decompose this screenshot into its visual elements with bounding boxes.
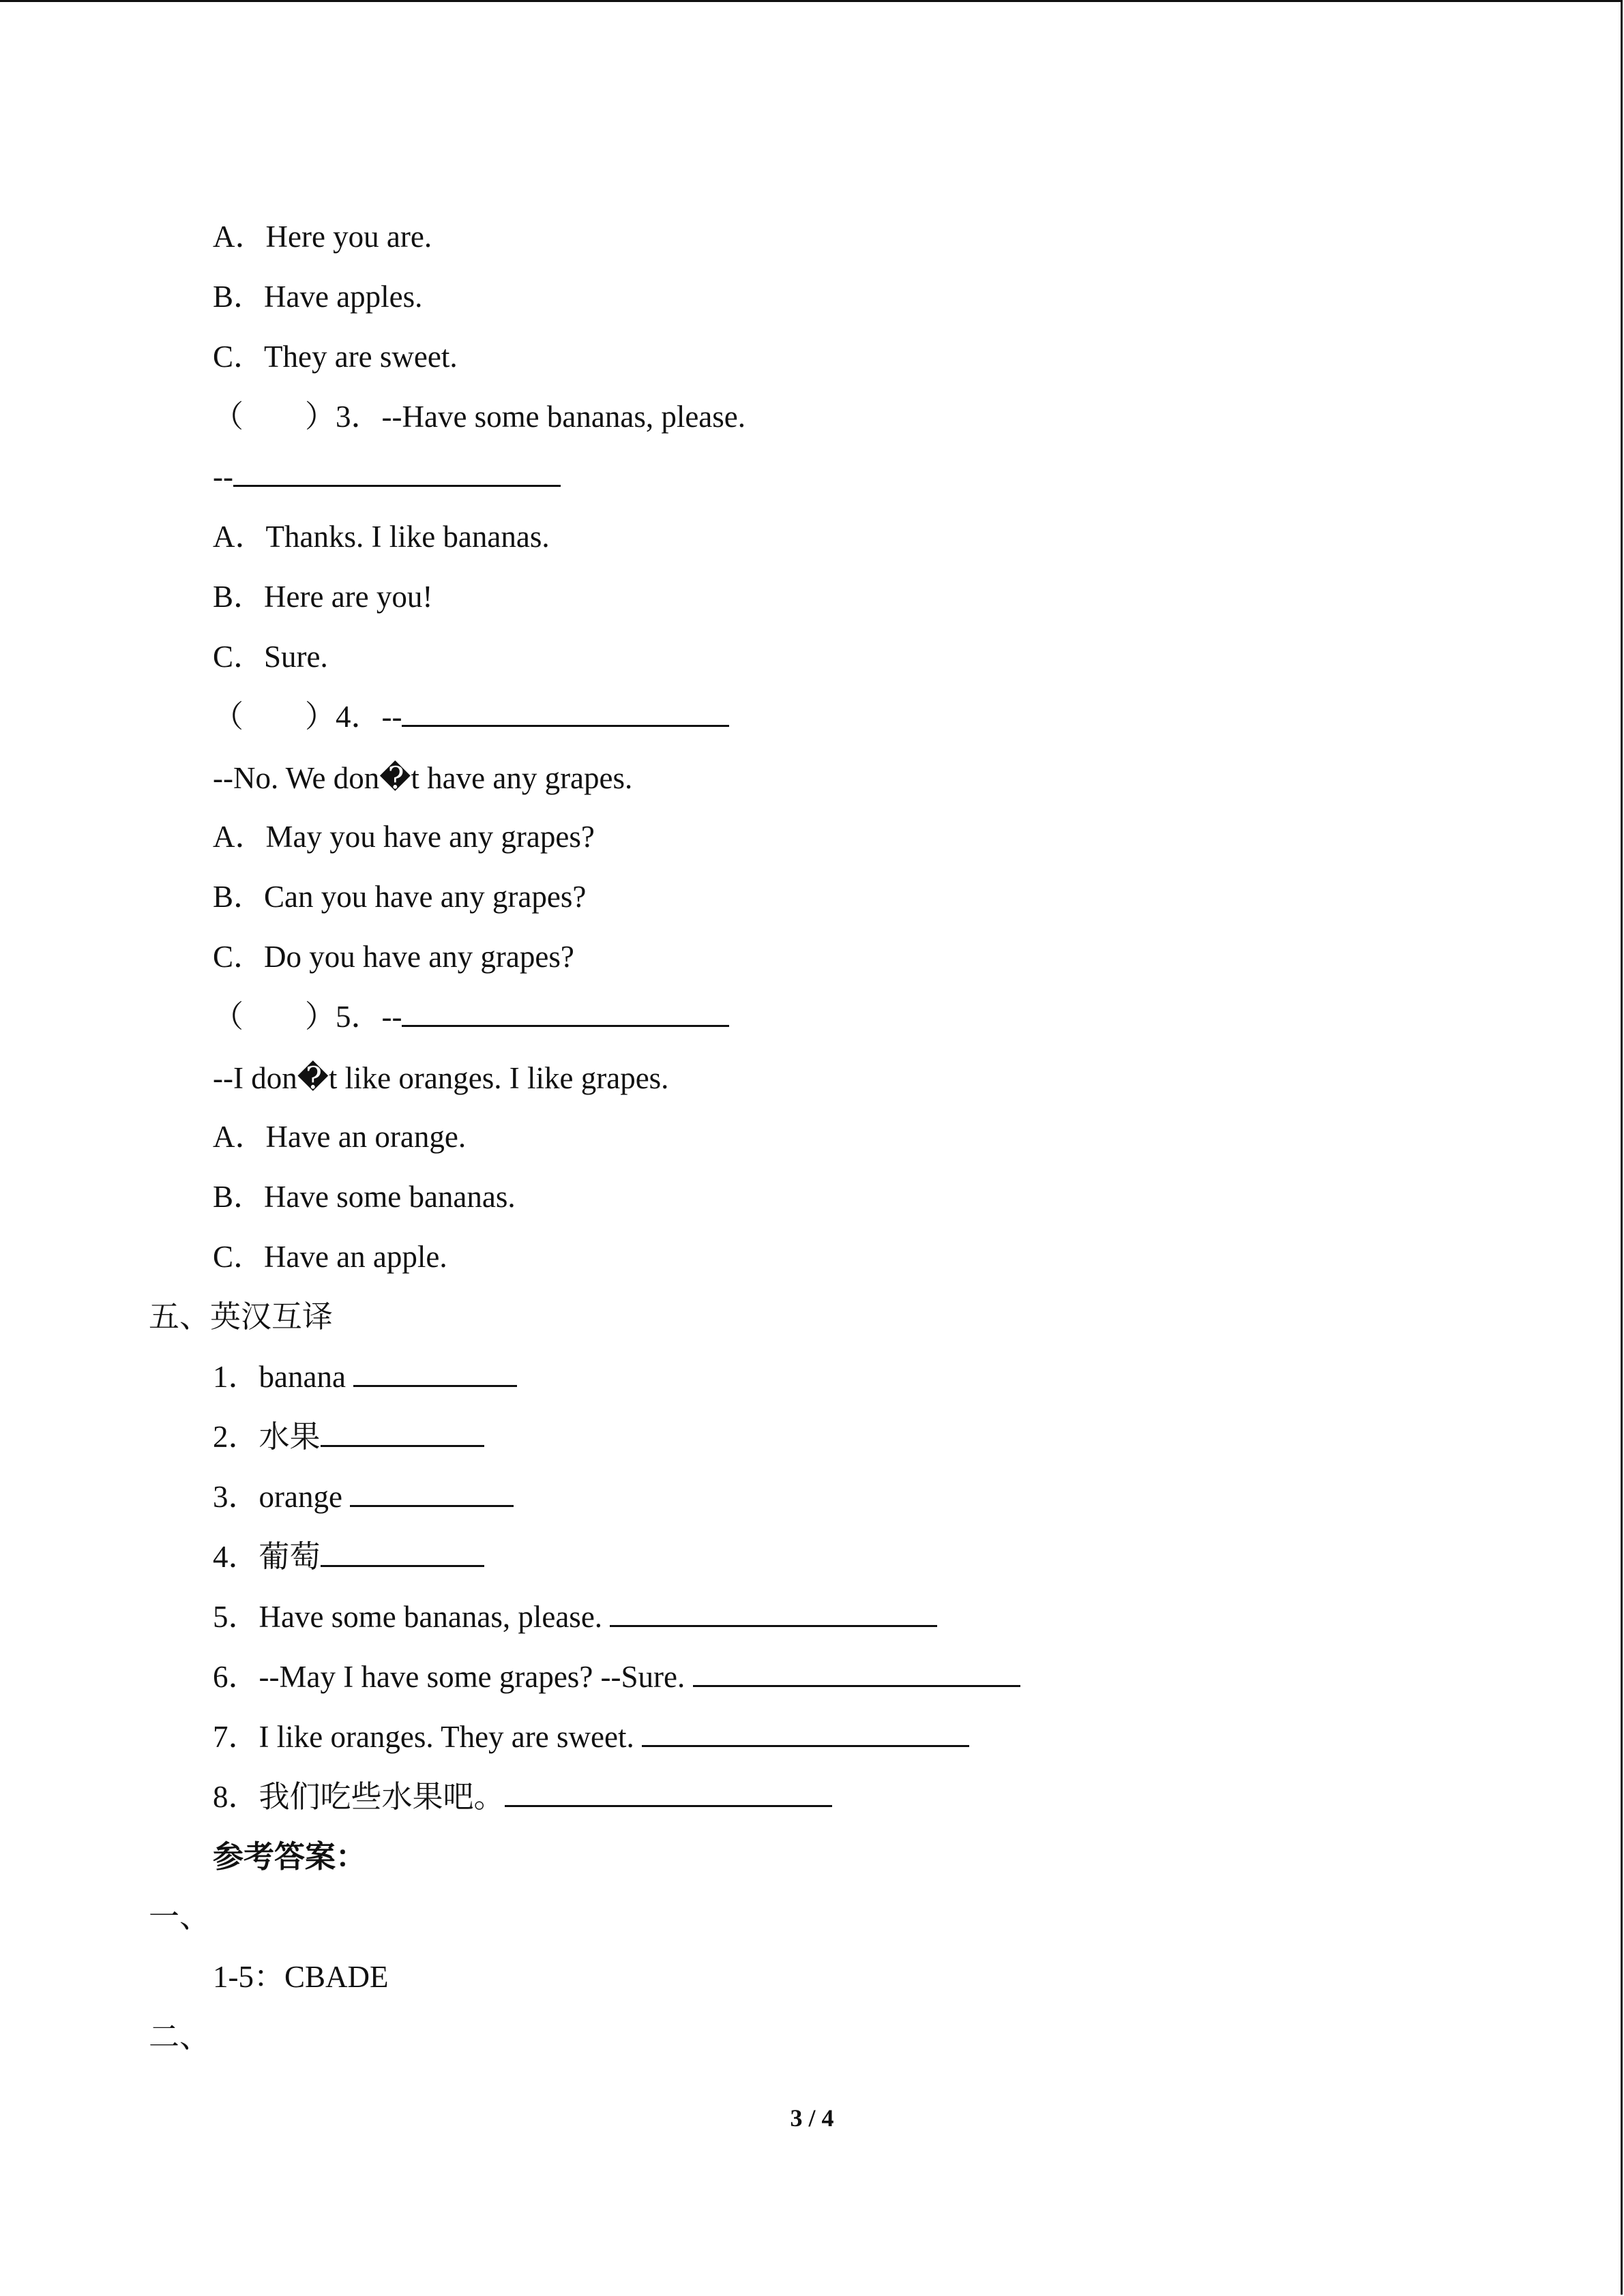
question-line: （ ）4．--: [213, 698, 729, 736]
translation-item: 1．banana: [213, 1358, 517, 1396]
answer-blank[interactable]: [642, 1718, 969, 1747]
dialogue-line: --I don�t like oranges. I like grapes.: [213, 1061, 669, 1095]
answer-blank-line: --: [213, 458, 561, 496]
answer-blank[interactable]: [693, 1658, 1020, 1687]
translation-item: 2．水果: [213, 1418, 484, 1456]
answer-blank[interactable]: [321, 1418, 484, 1447]
answer-blank[interactable]: [350, 1478, 514, 1507]
option-line: B．Can you have any grapes?: [213, 880, 587, 914]
answer-blank[interactable]: [610, 1598, 937, 1627]
answer-blank[interactable]: [353, 1358, 517, 1387]
translation-item: 7．I like oranges. They are sweet.: [213, 1718, 969, 1756]
option-line: C．Have an apple.: [213, 1240, 447, 1274]
translation-item: 6．--May I have some grapes? --Sure.: [213, 1658, 1020, 1696]
translation-item: 3．orange: [213, 1478, 514, 1516]
answer-section-label: 一、: [149, 1900, 211, 1934]
page-number: 3 / 4: [790, 2104, 834, 2132]
option-line: B．Have some bananas.: [213, 1180, 516, 1214]
answer-blank[interactable]: [402, 698, 729, 727]
answer-blank[interactable]: [321, 1538, 484, 1567]
question-line: （ ）3．--Have some bananas, please.: [213, 400, 746, 434]
translation-item: 5．Have some bananas, please.: [213, 1598, 937, 1636]
answer-key-heading: 参考答案：: [213, 1840, 367, 1874]
option-line: C．Do you have any grapes?: [213, 940, 574, 974]
answer-blank[interactable]: [505, 1778, 832, 1807]
option-line: C．They are sweet.: [213, 340, 458, 374]
answer-key-line: 1-5：CBADE: [213, 1960, 389, 1994]
option-line: A．Have an orange.: [213, 1120, 467, 1154]
translation-item: 4．葡萄: [213, 1538, 484, 1576]
option-line: A．Thanks. I like bananas.: [213, 520, 550, 554]
answer-blank[interactable]: [233, 458, 561, 487]
answer-blank[interactable]: [402, 998, 729, 1027]
option-line: B．Here are you!: [213, 580, 433, 614]
option-line: C．Sure.: [213, 640, 328, 674]
option-line: A．May you have any grapes?: [213, 820, 595, 854]
option-line: B．Have apples.: [213, 280, 423, 314]
dialogue-line: --No. We don�t have any grapes.: [213, 761, 633, 795]
option-line: A．Here you are.: [213, 220, 432, 254]
section-heading: 五、英汉互译: [149, 1300, 334, 1334]
translation-item: 8．我们吃些水果吧。: [213, 1778, 832, 1816]
answer-section-label: 二、: [149, 2020, 211, 2054]
question-line: （ ）5．--: [213, 998, 729, 1036]
